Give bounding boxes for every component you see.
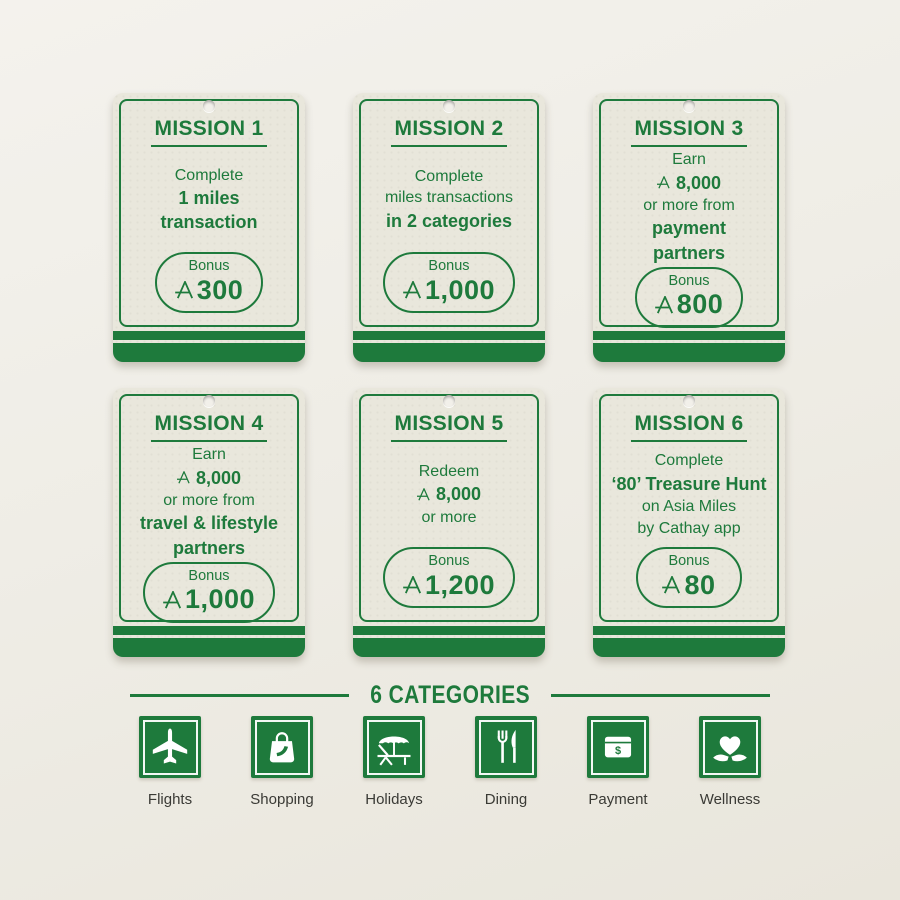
payment-card-icon xyxy=(596,725,640,769)
mission-text-line xyxy=(192,444,226,466)
tag-stripe-thin xyxy=(593,331,785,340)
punch-hole-icon xyxy=(443,100,455,112)
mission-line-text: Complete xyxy=(174,166,244,184)
category-item xyxy=(562,716,674,808)
mission-line-text: partners xyxy=(652,242,726,263)
mission-text-line xyxy=(611,472,766,496)
categories-title: 6 CATEGORIES xyxy=(370,681,530,709)
miles-icon xyxy=(177,471,191,484)
heading-rule-left xyxy=(130,694,349,697)
bonus-stamp xyxy=(383,547,515,608)
miles-icon xyxy=(403,281,423,299)
mission-line-text: or more from xyxy=(643,196,735,214)
mission-text-line xyxy=(643,195,735,217)
mission-line-text: partners xyxy=(172,537,246,558)
mission-title: MISSION 4 xyxy=(151,412,268,442)
miles-icon xyxy=(655,296,675,314)
shopping-bag-icon xyxy=(260,725,304,769)
mission-body xyxy=(605,147,773,267)
airplane-icon xyxy=(148,725,192,769)
bonus-stamp xyxy=(383,252,515,313)
mission-line-text: miles transactions xyxy=(384,189,514,207)
mission-text-line xyxy=(655,450,723,472)
bonus-value-row xyxy=(403,571,495,599)
tag-content xyxy=(113,388,305,622)
bonus-value-row xyxy=(175,276,244,304)
mission-line-text: Earn xyxy=(192,446,226,463)
tag-stripe-thick xyxy=(593,343,785,362)
mission-text-line xyxy=(177,466,241,490)
tag-content xyxy=(353,93,545,327)
miles-icon xyxy=(175,281,195,299)
bonus-value: 1,000 xyxy=(424,274,496,305)
category-label: Payment xyxy=(588,791,648,808)
tag-content xyxy=(353,388,545,622)
category-square xyxy=(363,716,425,778)
miles-icon xyxy=(403,576,423,594)
bonus-value: 1,200 xyxy=(424,569,496,600)
tag-stripe-thick xyxy=(113,638,305,657)
bonus-value: 300 xyxy=(196,274,244,305)
miles-icon xyxy=(403,281,423,299)
punch-hole-icon xyxy=(203,395,215,407)
category-item xyxy=(674,716,786,808)
mission-line-text: Earn xyxy=(672,151,706,168)
bonus-value: 80 xyxy=(684,569,716,600)
miles-icon xyxy=(417,488,431,501)
category-square xyxy=(139,716,201,778)
tag-stripe-thick xyxy=(353,343,545,362)
miles-icon xyxy=(163,591,183,609)
mission-line-text: ‘80’ Treasure Hunt xyxy=(611,473,767,494)
mission-line-text: Complete xyxy=(414,167,484,185)
mission-text-line xyxy=(140,511,278,535)
category-item xyxy=(114,716,226,808)
bonus-value: 1,000 xyxy=(184,584,256,615)
bonus-label: Bonus xyxy=(188,568,230,585)
punch-hole-icon xyxy=(683,395,695,407)
beach-umbrella-icon xyxy=(372,725,416,769)
mission-line-text: or more from xyxy=(163,491,255,509)
mission-body xyxy=(125,442,293,562)
category-square xyxy=(699,716,761,778)
bonus-label: Bonus xyxy=(428,258,470,275)
category-label: Dining xyxy=(484,791,528,808)
mission-text-line xyxy=(173,536,245,560)
mission-text-line xyxy=(417,482,481,506)
tag-stripe-thin xyxy=(593,626,785,635)
mission-text-line xyxy=(386,209,512,233)
mission-line-text: travel & lifestyle xyxy=(139,513,279,534)
bonus-stamp xyxy=(143,562,275,623)
category-item xyxy=(450,716,562,808)
mission-line-text: by Cathay app xyxy=(637,519,741,537)
mission-text-line xyxy=(642,496,736,518)
bonus-value-row xyxy=(403,276,495,304)
mission-line-text: in 2 categories xyxy=(385,211,513,232)
mission-text-line xyxy=(385,187,513,209)
mission-line-text: transaction xyxy=(160,212,258,233)
tag-stripe-thin xyxy=(353,331,545,340)
heart-hands-icon xyxy=(708,725,752,769)
mission-body xyxy=(605,442,773,547)
category-square xyxy=(475,716,537,778)
mission-text-line xyxy=(163,490,255,512)
tag-stripe-thick xyxy=(593,638,785,657)
category-item xyxy=(338,716,450,808)
mission-text-line xyxy=(415,166,483,188)
mission-title: MISSION 1 xyxy=(151,117,268,147)
category-square xyxy=(587,716,649,778)
tag-stripe-thick xyxy=(113,343,305,362)
mission-line-text: 1 miles xyxy=(178,188,240,209)
bonus-value: 800 xyxy=(676,289,724,320)
mission-line-text: 8,000 xyxy=(195,467,242,488)
miles-icon xyxy=(662,576,682,594)
mission-text-line xyxy=(652,216,726,240)
mission-title: MISSION 2 xyxy=(391,117,508,147)
mission-body xyxy=(365,147,533,252)
mission-tag xyxy=(113,93,305,362)
category-label: Shopping xyxy=(250,791,314,808)
category-square xyxy=(251,716,313,778)
missions-grid xyxy=(113,93,785,657)
mission-tag xyxy=(353,388,545,657)
mission-line-text: Complete xyxy=(654,452,724,470)
punch-hole-icon xyxy=(443,395,455,407)
mission-line-text: 8,000 xyxy=(675,172,722,193)
miles-icon xyxy=(655,296,675,314)
category-item xyxy=(226,716,338,808)
category-label: Flights xyxy=(147,791,193,808)
tag-stripe-thin xyxy=(113,331,305,340)
categories-row xyxy=(0,716,900,808)
bonus-value-row xyxy=(662,571,715,599)
bonus-label: Bonus xyxy=(428,553,470,570)
category-label: Holidays xyxy=(365,791,423,808)
mission-text-line xyxy=(175,165,243,187)
bonus-stamp xyxy=(636,547,742,608)
miles-icon xyxy=(662,576,682,594)
mission-tag xyxy=(593,388,785,657)
heading-rule-right xyxy=(551,694,770,697)
bonus-value-row xyxy=(163,585,255,613)
mission-title: MISSION 5 xyxy=(391,412,508,442)
punch-hole-icon xyxy=(683,100,695,112)
bonus-value-row xyxy=(655,290,724,318)
mission-line-text: Redeem xyxy=(418,462,480,480)
mission-line-text: payment xyxy=(651,218,727,239)
mission-line-text: 8,000 xyxy=(435,484,482,505)
categories-heading xyxy=(130,681,770,710)
mission-text-line xyxy=(637,518,740,540)
mission-tag xyxy=(353,93,545,362)
mission-line-text: or more xyxy=(421,508,477,526)
mission-line-text: on Asia Miles xyxy=(641,497,737,515)
miles-icon xyxy=(163,591,183,609)
bonus-stamp xyxy=(635,267,744,328)
bonus-label: Bonus xyxy=(668,553,710,570)
tag-content xyxy=(113,93,305,327)
mission-body xyxy=(125,147,293,252)
svg-text:$: $ xyxy=(614,744,622,757)
category-label: Wellness xyxy=(699,791,761,808)
tag-content xyxy=(593,388,785,622)
mission-text-line xyxy=(672,149,706,171)
bonus-stamp xyxy=(155,252,264,313)
tag-stripe-thick xyxy=(353,638,545,657)
tag-content xyxy=(593,93,785,327)
punch-hole-icon xyxy=(203,100,215,112)
mission-text-line xyxy=(657,171,721,195)
mission-tag xyxy=(113,388,305,657)
mission-text-line xyxy=(419,461,479,483)
mission-title: MISSION 6 xyxy=(631,412,748,442)
mission-text-line xyxy=(421,507,476,529)
bonus-label: Bonus xyxy=(668,273,710,290)
mission-text-line xyxy=(653,241,725,265)
bonus-label: Bonus xyxy=(188,258,230,275)
tag-stripe-thin xyxy=(113,626,305,635)
miles-icon xyxy=(403,576,423,594)
mission-title: MISSION 3 xyxy=(631,117,748,147)
mission-tag xyxy=(593,93,785,362)
mission-text-line xyxy=(160,210,257,234)
mission-text-line xyxy=(178,186,239,210)
miles-icon xyxy=(657,176,671,189)
mission-body xyxy=(365,442,533,547)
miles-icon xyxy=(175,281,195,299)
tag-stripe-thin xyxy=(353,626,545,635)
cutlery-icon xyxy=(484,725,528,769)
